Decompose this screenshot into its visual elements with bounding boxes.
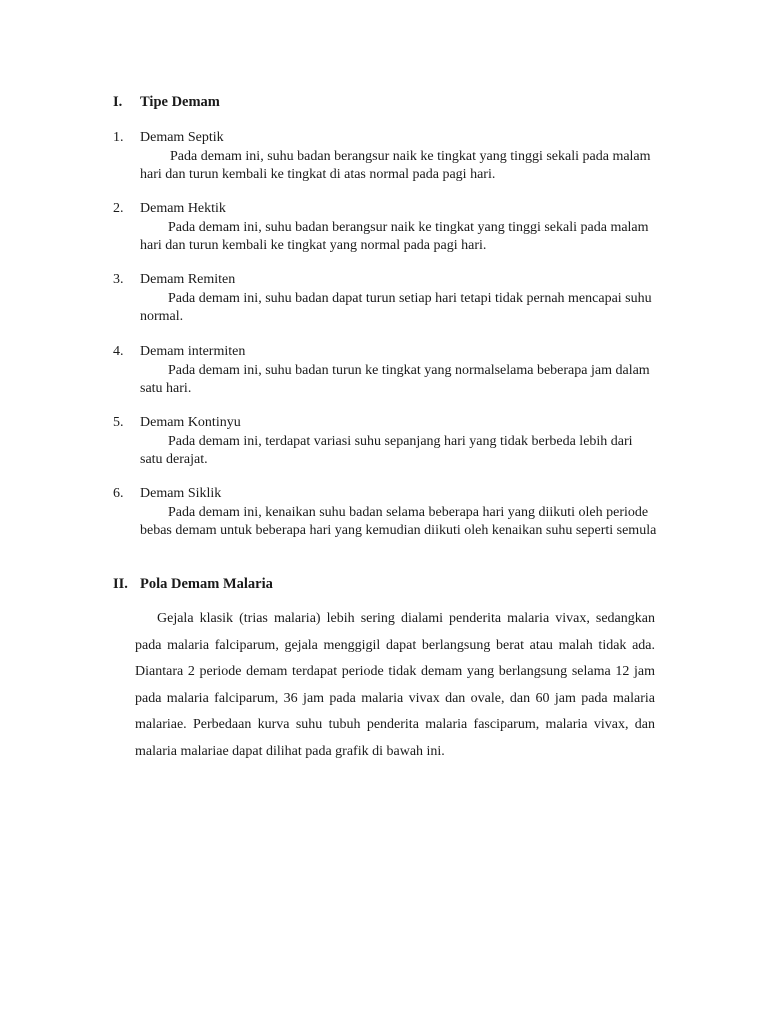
item-body: Pada demam ini, suhu badan berangsur naik ke tingkat yang tinggi sekali pada malam hari dan turun kembali ke tingkat yang normal pada pagi hari. bbox=[140, 219, 649, 253]
item-title: Demam Remiten bbox=[140, 272, 236, 287]
list-item-demam-hektik bbox=[113, 200, 658, 256]
item-title: Demam intermiten bbox=[140, 344, 246, 359]
section-heading-tipe-demam bbox=[113, 94, 220, 111]
item-body: Pada demam ini, suhu badan berangsur naik ke tingkat yang tinggi sekali pada malam hari dan turun kembali ke tingkat di atas normal pada pagi hari. bbox=[140, 148, 651, 182]
section-number: II. bbox=[113, 576, 128, 592]
item-number: 4. bbox=[113, 344, 124, 359]
body-paragraph: Gejala klasik (trias malaria) lebih sering dialami penderita malaria vivax, sedangkan pada malaria falciparum, gejala menggigil dapat berlangsung berat atau malah tidak ada. Diantara 2 periode demam terdapat periode tidak demam yang berlangsung selama 12 jam pada malaria falciparum, 36 jam pada malaria vivax dan ovale, dan 60 jam pada malaria malariae. Perbedaan kurva suhu tubuh penderita malaria fasciparum, malaria vivax, dan malaria malariae dapat dilihat pada grafik di bawah ini. bbox=[135, 611, 655, 759]
item-title: Demam Kontinyu bbox=[140, 415, 241, 430]
item-number: 5. bbox=[113, 415, 124, 430]
item-title: Demam Siklik bbox=[140, 486, 222, 501]
item-number: 1. bbox=[113, 130, 124, 145]
section-number: I. bbox=[113, 94, 123, 110]
item-number: 2. bbox=[113, 201, 124, 216]
section-heading-pola-demam-malaria bbox=[113, 576, 273, 593]
list-item-demam-intermiten bbox=[113, 343, 658, 399]
item-body: Pada demam ini, suhu badan turun ke tingkat yang normalselama beberapa jam dalam satu hari. bbox=[140, 362, 650, 396]
item-body: Pada demam ini, kenaikan suhu badan selama beberapa hari yang diikuti oleh periode bebas demam untuk beberapa hari yang kemudian diikuti oleh kenaikan suhu seperti semula bbox=[140, 504, 657, 538]
list-item-demam-siklik bbox=[113, 485, 658, 541]
item-number: 3. bbox=[113, 272, 124, 287]
item-title: Demam Hektik bbox=[140, 201, 226, 216]
item-number: 6. bbox=[113, 486, 124, 501]
list-item-demam-remiten bbox=[113, 271, 658, 327]
section-title: Tipe Demam bbox=[140, 94, 220, 110]
list-item-demam-kontinyu bbox=[113, 414, 658, 470]
list-item-demam-septik bbox=[113, 129, 658, 185]
item-body: Pada demam ini, terdapat variasi suhu sepanjang hari yang tidak berbeda lebih dari satu derajat. bbox=[140, 433, 633, 467]
item-title: Demam Septik bbox=[140, 130, 224, 145]
item-body: Pada demam ini, suhu badan dapat turun setiap hari tetapi tidak pernah mencapai suhu normal. bbox=[140, 290, 652, 324]
section-title: Pola Demam Malaria bbox=[140, 576, 273, 592]
